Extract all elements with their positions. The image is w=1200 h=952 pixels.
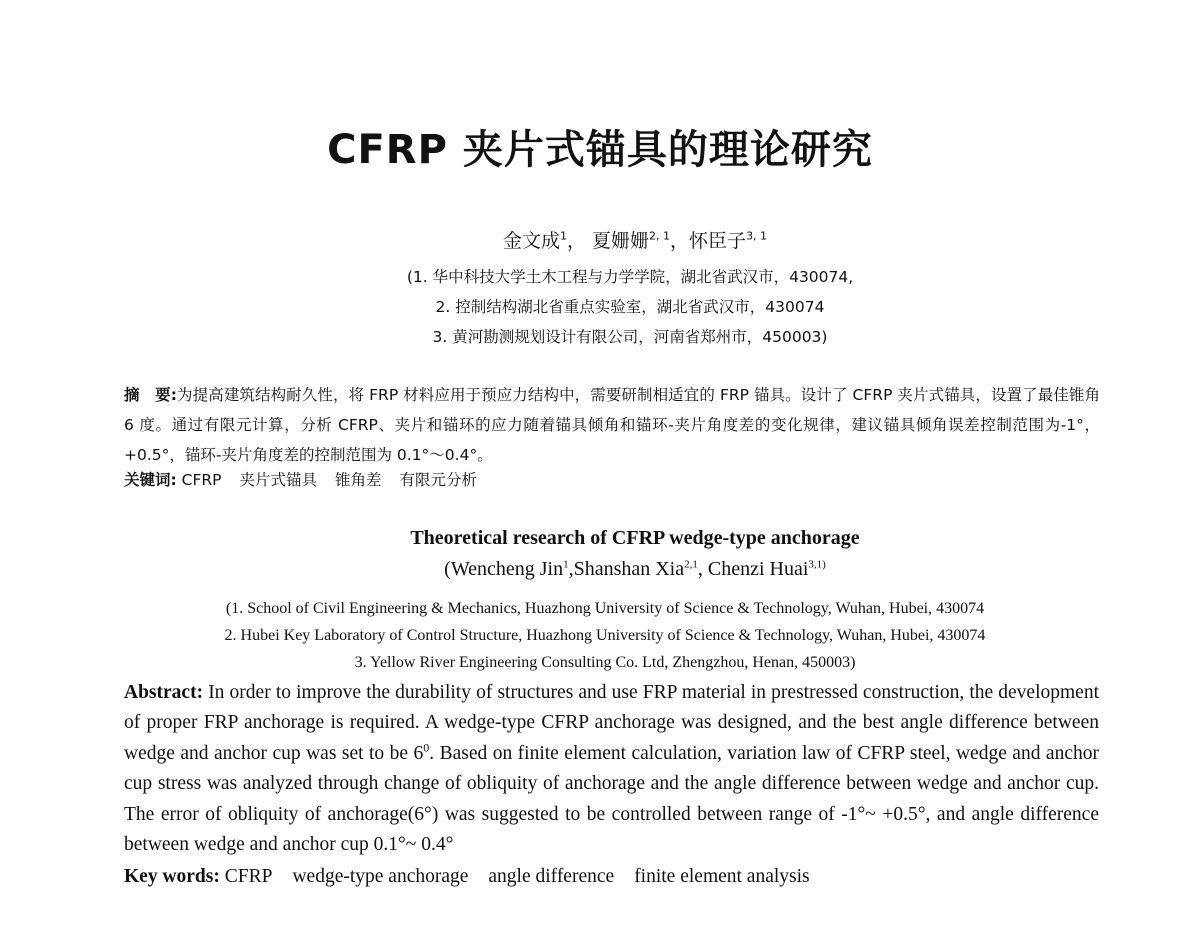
- authors-en: [0, 558, 1200, 581]
- keyword: wedge-type anchorage: [292, 866, 469, 887]
- affiliation-cn: 2. 控制结构湖北省重点实验室，湖北省武汉市，430074: [435, 298, 825, 316]
- author-affiliation-mark: 3,1): [808, 558, 826, 571]
- keyword: CFRP: [181, 471, 222, 489]
- affiliation-cn: (1. 华中科技大学土木工程与力学学院，湖北省武汉市，430074,: [406, 268, 854, 286]
- paper-title-en: Theoretical research of CFRP wedge-type anchorage: [410, 527, 860, 549]
- keyword: angle difference: [488, 866, 615, 887]
- keyword: finite element analysis: [634, 866, 810, 887]
- keywords-cn: [124, 468, 495, 490]
- author-name: 夏姗姗: [592, 230, 650, 252]
- author-name: 怀臣子: [689, 230, 747, 252]
- keyword: CFRP: [224, 866, 273, 887]
- author-affiliation-mark: 1: [559, 229, 567, 243]
- affiliation-en: 2. Hubei Key Laboratory of Control Structure, Huazhong University of Science & Technology, Wuhan, Hubei, 430074: [224, 627, 986, 644]
- abstract-en-superscript: 0: [423, 740, 430, 755]
- author-separator: ，: [566, 230, 586, 252]
- author-affiliation-mark: 2,1: [684, 558, 698, 571]
- author-name: 金文成: [502, 230, 560, 252]
- keyword: 有限元分析: [399, 471, 478, 489]
- abstract-cn-label: 摘 要:: [124, 386, 177, 404]
- abstract-en: [124, 678, 1099, 860]
- paper-title-cn: CFRP 夹片式锚具的理论研究: [327, 127, 873, 173]
- author-name: Wencheng Jin: [450, 558, 564, 580]
- abstract-cn-text: 为提高建筑结构耐久性，将 FRP 材料应用于预应力结构中，需要研制相适宜的 FRP 锚具。设计了 CFRP 夹片式锚具，设置了最佳锥角 6 度。通过有限元计算，分析 CFRP、夹片和锚环的应力随着锚具倾角和锚环-夹片角度差的变化规律，建议锚具倾角误差控制范围为-1°，+0.5°，锚环-夹片角度差的控制范围为 0.1°～0.4°。: [124, 386, 1100, 464]
- abstract-en-text: In order to improve the durability of structures and use FRP material in prestressed construction, the development of proper FRP anchorage is required. A wedge-type CFRP anchorage was designed, and the best angle difference between wedge and anchor cup was set to be 6: [124, 682, 1099, 764]
- keywords-cn-label: 关键词:: [124, 471, 177, 489]
- keywords-en-label: Key words:: [124, 866, 220, 887]
- author-separator: ，: [670, 230, 690, 252]
- author-affiliation-mark: 2, 1: [649, 229, 671, 243]
- abstract-cn: [124, 380, 1100, 470]
- affiliation-cn: 3. 黄河勘测规划设计有限公司，河南省郑州市，450003): [432, 328, 828, 346]
- abstract-en-label: Abstract:: [124, 682, 204, 703]
- keyword: 夹片式锚具: [239, 471, 318, 489]
- author-name: Shanshan Xia: [573, 558, 685, 580]
- affiliation-en: (1. School of Civil Engineering & Mechanics, Huazhong University of Science & Technology, Wuhan, Hubei, 430074: [225, 600, 985, 617]
- author-affiliation-mark: 1: [563, 558, 569, 571]
- author-open-paren: (: [444, 558, 451, 580]
- author-name: Chenzi Huai: [707, 558, 809, 580]
- author-separator: ,: [568, 558, 574, 580]
- authors-cn: [0, 226, 1200, 253]
- author-affiliation-mark: 3, 1: [746, 229, 768, 243]
- abstract-en-text: . Based on finite element calculation, variation law of CFRP steel, wedge and anchor cup stress was analyzed through change of obliquity of anchorage and the angle difference between wedge and anchor cup. The error of obliquity of anchorage(6°) was suggested to be controlled between range of -1°~ +0.5°, and angle difference between wedge and anchor cup 0.1°~ 0.4°: [124, 742, 1099, 856]
- keyword: 锥角差: [335, 471, 382, 489]
- affiliation-en: 3. Yellow River Engineering Consulting Co. Ltd, Zhengzhou, Henan, 450003): [354, 654, 856, 671]
- author-separator: ,: [697, 558, 708, 580]
- keywords-en: [124, 866, 830, 888]
